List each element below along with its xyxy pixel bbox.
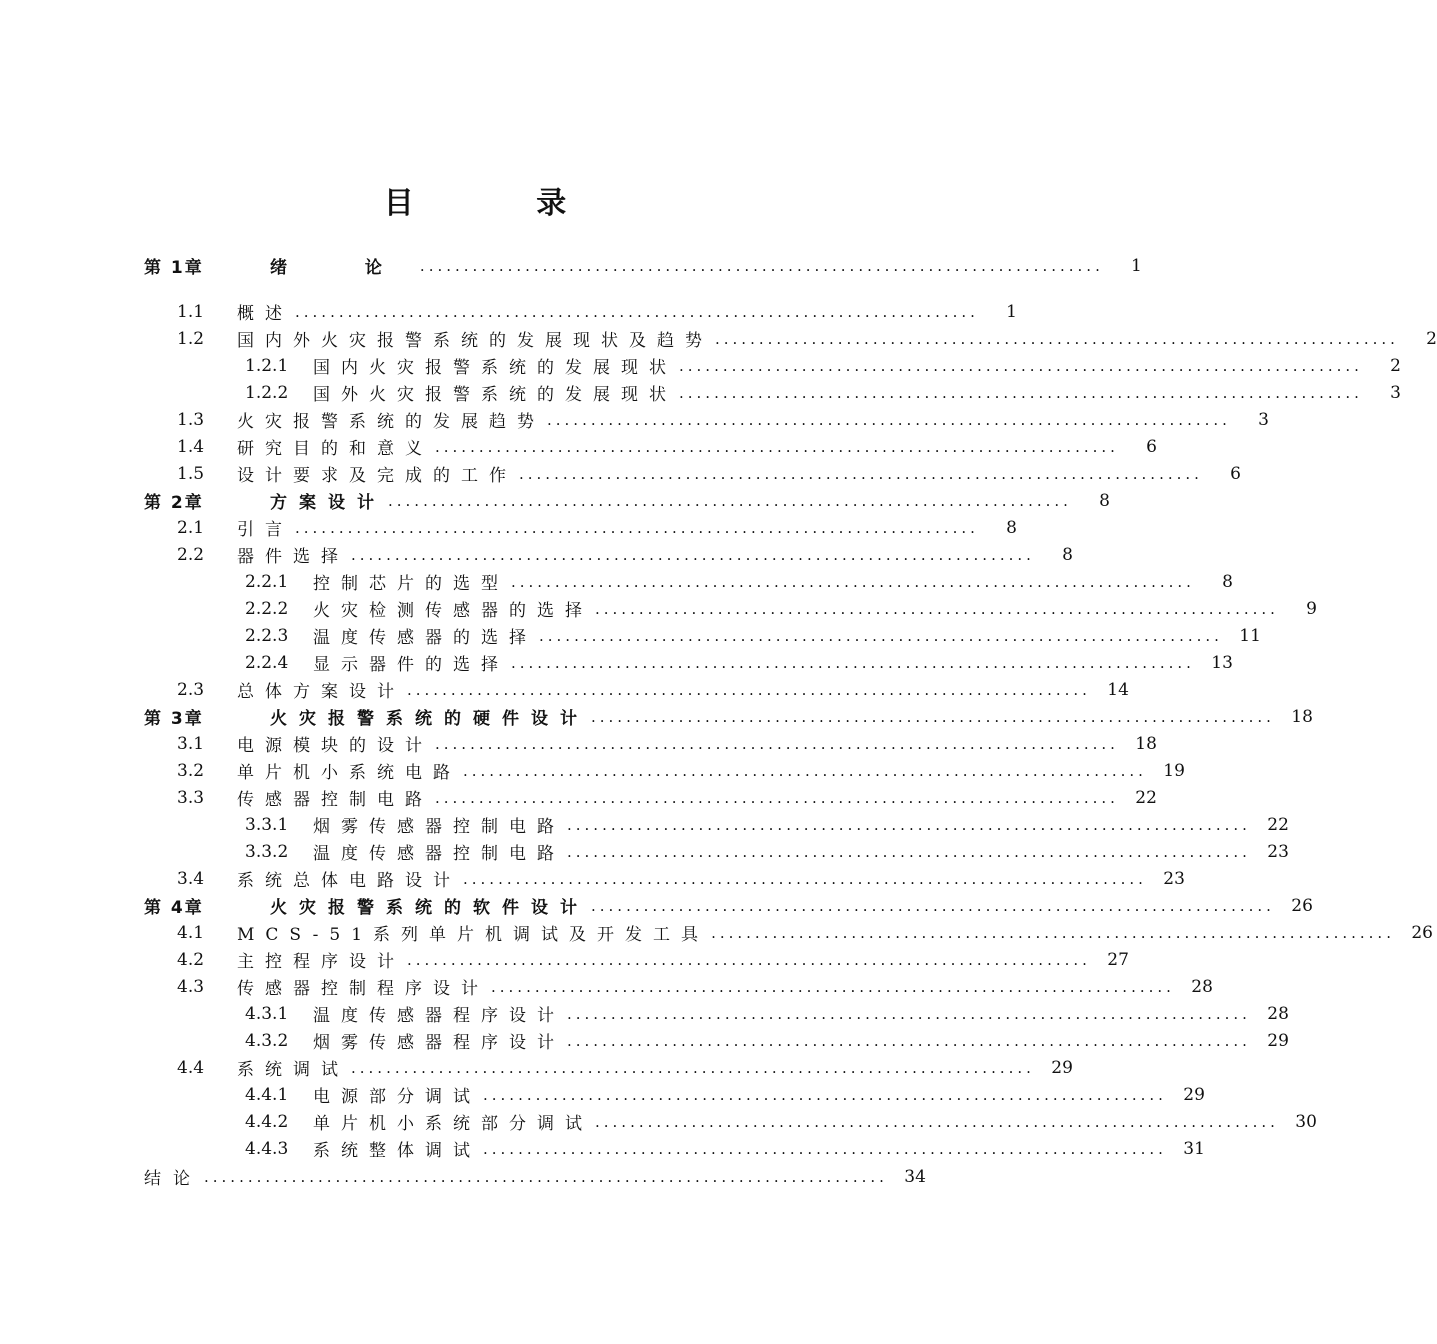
toc-section-row [245,622,1261,649]
toc-chapter-row [144,703,1313,730]
toc-entry-title: 设计要求及完成的工作 [237,466,517,486]
toc-entry-number: 3.3.2 [245,841,289,862]
toc-section-row [245,1000,1289,1027]
toc-section-row [245,568,1233,595]
toc-page-number: 6 [1230,463,1241,484]
toc-section-row [177,541,1073,568]
toc-entry-title: 火灾报警系统的软件设计 [270,898,589,918]
toc-entry-number: 3.4 [177,868,205,889]
toc-entry-title: 系统整体调试 [313,1141,481,1161]
toc-section-row [245,595,1317,622]
toc-leader-dots: .............................................................................. [295,518,979,537]
toc-page-number: 28 [1191,976,1213,997]
toc-page-number: 1 [1131,255,1142,276]
toc-page-number: 8 [1099,490,1110,511]
toc-entry-title: 火灾报警系统的发展趋势 [237,412,545,432]
toc-entry-title: 引言 [237,520,293,540]
toc-entry-title: 温度传感器程序设计 [313,1006,565,1026]
toc-leader-dots: .............................................................................. [435,437,1119,456]
toc-entry-title: 单片机小系统电路 [237,763,461,783]
toc-page-number: 8 [1222,571,1233,592]
toc-section-row [177,730,1157,757]
toc-page-number: 29 [1267,1030,1289,1051]
toc-page-number: 28 [1267,1003,1289,1024]
toc-entry-title: 国内外火灾报警系统的发展现状及趋势 [237,331,713,351]
toc-section-row [177,973,1213,1000]
toc-page-number: 8 [1006,517,1017,538]
toc-entry-number: 3.3.1 [245,814,289,835]
toc-leader-dots: .............................................................................. [407,680,1091,699]
toc-entry-number: 3.1 [177,733,205,754]
toc-section-row [245,379,1401,406]
toc-page-number: 8 [1062,544,1073,565]
toc-entry-number: 2.1 [177,517,205,538]
toc-section-row [177,325,1437,352]
toc-page-number: 6 [1146,436,1157,457]
toc-leader-dots: .............................................................................. [511,572,1195,591]
toc-entry-title: 烟雾传感器控制电路 [313,817,565,837]
toc-section-row [245,1027,1289,1054]
toc-entry-title: 电源模块的设计 [237,736,433,756]
toc-entry-title: 传感器控制电路 [237,790,433,810]
toc-leader-dots: .............................................................................. [295,302,979,321]
toc-entry-number: 1.2.2 [245,382,289,403]
toc-entry-title: 绪 论 [270,258,418,278]
toc-entry-number: 1.5 [177,463,205,484]
toc-entry-number: 4.4.3 [245,1138,289,1159]
toc-page-number: 3 [1390,382,1401,403]
toc-entry-number: 2.2.4 [245,652,289,673]
toc-entry-number: 第 3章 [144,709,204,729]
toc-page-number: 31 [1183,1138,1205,1159]
toc-leader-dots: .............................................................................. [407,950,1091,969]
toc-entry-number: 4.4.2 [245,1111,289,1132]
toc-chapter-row [144,252,1142,279]
toc-page-number: 26 [1411,922,1433,943]
toc-page-number: 30 [1295,1111,1317,1132]
toc-entry-title: 结论 [144,1169,202,1189]
toc-page-number: 2 [1390,355,1401,376]
toc-entry-title: 显示器件的选择 [313,655,509,675]
toc-section-row [177,460,1241,487]
toc-entry-number: 第 1章 [144,258,204,278]
toc-section-row [245,1081,1205,1108]
toc-leader-dots: .............................................................................. [595,599,1279,618]
toc-entry-title: 电源部分调试 [313,1087,481,1107]
toc-entry-title: 国内火灾报警系统的发展现状 [313,358,677,378]
toc-page-number: 23 [1267,841,1289,862]
toc-chapter-row [144,892,1313,919]
toc-entry-title: 烟雾传感器程序设计 [313,1033,565,1053]
toc-title: 目 录 [383,186,623,221]
toc-entry-number: 4.4 [177,1057,205,1078]
toc-entry-title: 单片机小系统部分调试 [313,1114,593,1134]
toc-section-row [177,298,1017,325]
toc-page-number: 2 [1426,328,1437,349]
toc-leader-dots: .............................................................................. [591,896,1275,915]
toc-leader-dots: .............................................................................. [567,842,1251,861]
toc-entry-number: 2.2 [177,544,205,565]
toc-page-number: 9 [1306,598,1317,619]
toc-entry-number: 2.2.3 [245,625,289,646]
toc-entry-number: 1.3 [177,409,205,430]
toc-section-row [177,1054,1073,1081]
toc-page-number: 23 [1163,868,1185,889]
toc-entry-title: 传感器控制程序设计 [237,979,489,999]
toc-entry-number: 第 4章 [144,898,204,918]
toc-leader-dots: .............................................................................. [547,410,1231,429]
toc-page-number: 26 [1291,895,1313,916]
toc-entry-title: 火灾报警系统的硬件设计 [270,709,589,729]
toc-page-number: 14 [1107,679,1129,700]
toc-page-number: 34 [904,1166,926,1187]
toc-section-row [177,784,1157,811]
toc-leader-dots: .............................................................................. [591,707,1275,726]
toc-page-number: 13 [1211,652,1233,673]
toc-page-number: 29 [1183,1084,1205,1105]
toc-leader-dots: .............................................................................. [419,256,1104,275]
toc-section-row [245,352,1401,379]
toc-entry-number: 3.3 [177,787,205,808]
toc-leader-dots: .............................................................................. [351,1058,1035,1077]
toc-entry-title: 系统总体电路设计 [237,871,461,891]
toc-leader-dots: .............................................................................. [483,1139,1167,1158]
toc-leader-dots: .............................................................................. [539,626,1223,645]
toc-entry-title: 火灾检测传感器的选择 [313,601,593,621]
toc-entry-title: 温度传感器控制电路 [313,844,565,864]
toc-entry-number: 4.1 [177,922,205,943]
toc-leader-dots: .............................................................................. [715,329,1399,348]
toc-page-number: 19 [1163,760,1185,781]
toc-entry-number: 1.2.1 [245,355,289,376]
toc-entry-number: 4.3 [177,976,205,997]
toc-leader-dots: .............................................................................. [483,1085,1167,1104]
toc-leader-dots: .............................................................................. [491,977,1175,996]
toc-leader-dots: .............................................................................. [679,383,1363,402]
toc-page-number: 29 [1051,1057,1073,1078]
toc-section-row [245,1108,1317,1135]
toc-entry-number: 第 2章 [144,493,204,513]
toc-section-row [177,865,1185,892]
toc-entry-number: 4.3.1 [245,1003,289,1024]
toc-entry-number: 4.3.2 [245,1030,289,1051]
toc-leader-dots: .............................................................................. [595,1112,1279,1131]
toc-entry-number: 4.4.1 [245,1084,289,1105]
toc-entry-title: 国外火灾报警系统的发展现状 [313,385,677,405]
toc-section-row [177,676,1129,703]
toc-entry-number: 1.4 [177,436,205,457]
toc-entry-number: 1.2 [177,328,205,349]
toc-chapter-row [144,487,1110,514]
toc-entry-title: 方案设计 [270,493,386,513]
toc-entry-title: 总体方案设计 [237,682,405,702]
toc-entry-title: 研究目的和意义 [237,439,433,459]
toc-section-row [245,811,1289,838]
toc-entry-title: 器件选择 [237,547,349,567]
toc-page-number: 3 [1258,409,1269,430]
toc-leader-dots: .............................................................................. [519,464,1203,483]
toc-entry-title: MCS-51系列单片机调试及开发工具 [237,925,710,945]
toc-section-row [245,649,1233,676]
toc-section-row [177,433,1157,460]
toc-leader-dots: .............................................................................. [711,923,1395,942]
toc-section-row [177,919,1433,946]
toc-leader-dots: .............................................................................. [463,869,1147,888]
toc-conclusion-row [144,1163,926,1190]
toc-page-number: 22 [1267,814,1289,835]
toc-leader-dots: .............................................................................. [567,1031,1251,1050]
toc-page-number: 11 [1239,625,1261,646]
toc-section-row [245,838,1289,865]
toc-leader-dots: .............................................................................. [204,1167,888,1186]
toc-entry-number: 2.2.1 [245,571,289,592]
toc-section-row [177,514,1017,541]
toc-leader-dots: .............................................................................. [567,815,1251,834]
toc-page-number: 27 [1107,949,1129,970]
toc-leader-dots: .............................................................................. [351,545,1035,564]
toc-entry-number: 2.3 [177,679,205,700]
toc-page-number: 1 [1006,301,1017,322]
toc-leader-dots: .............................................................................. [388,491,1072,510]
toc-entry-title: 温度传感器的选择 [313,628,537,648]
toc-page-number: 18 [1135,733,1157,754]
toc-leader-dots: .............................................................................. [435,788,1119,807]
toc-page-number: 22 [1135,787,1157,808]
toc-section-row [177,757,1185,784]
toc-entry-number: 2.2.2 [245,598,289,619]
toc-page-number: 18 [1291,706,1313,727]
toc-entry-title: 系统调试 [237,1060,349,1080]
toc-leader-dots: .............................................................................. [435,734,1119,753]
toc-entry-number: 4.2 [177,949,205,970]
toc-entry-title: 主控程序设计 [237,952,405,972]
toc-section-row [177,406,1269,433]
toc-leader-dots: .............................................................................. [679,356,1363,375]
toc-section-row [177,946,1129,973]
toc-entry-title: 概述 [237,304,293,324]
toc-entry-title: 控制芯片的选型 [313,574,509,594]
toc-entry-number: 3.2 [177,760,205,781]
toc-leader-dots: .............................................................................. [567,1004,1251,1023]
toc-entry-number: 1.1 [177,301,205,322]
toc-section-row [245,1135,1205,1162]
toc-leader-dots: .............................................................................. [511,653,1195,672]
toc-leader-dots: .............................................................................. [463,761,1147,780]
